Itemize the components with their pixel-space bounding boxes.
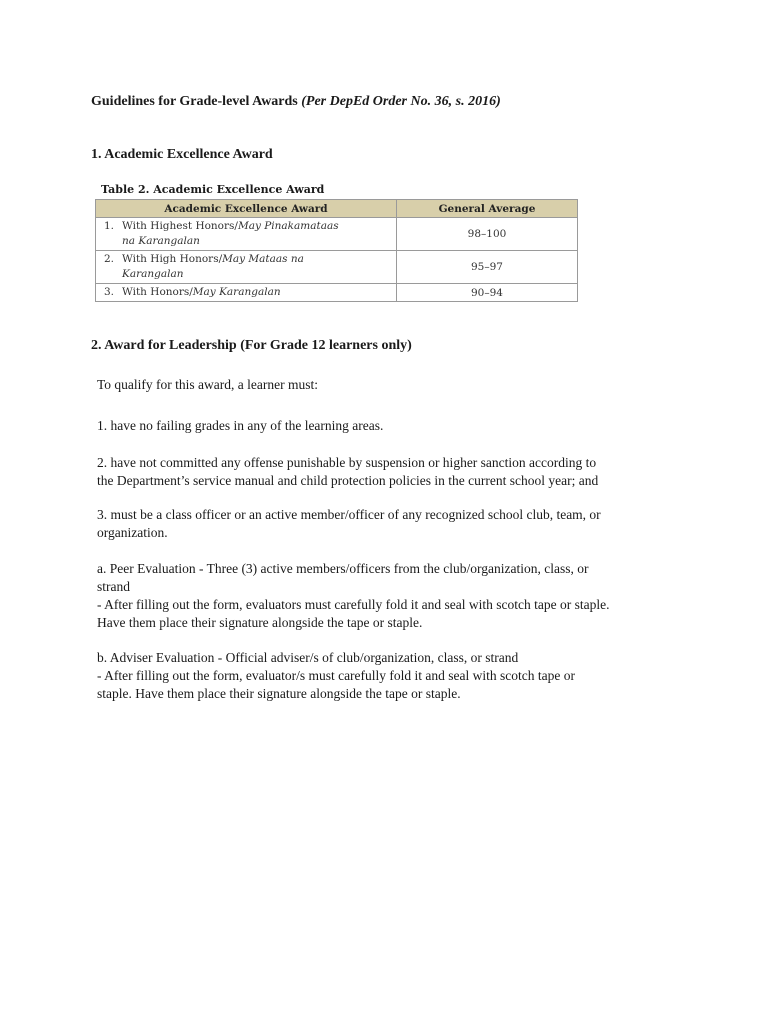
- award-name-filipino-cont: Karangalan: [122, 268, 184, 280]
- criterion-3-line-1: 3. must be a class officer or an active member/officer of any recognized school club, team, or: [97, 507, 601, 522]
- table-row: [96, 218, 578, 251]
- award-name-filipino: May Karangalan: [192, 286, 281, 298]
- awards-table: [95, 199, 578, 302]
- average-cell: 90–94: [397, 284, 578, 302]
- adviser-evaluation-paragraph: [97, 649, 687, 703]
- row-number: 3.: [104, 286, 115, 298]
- award-cell: [96, 218, 397, 251]
- adviser-evaluation-line-1: b. Adviser Evaluation - Official adviser/s of club/organization, class, or strand: [97, 650, 519, 665]
- section-heading-leadership: 2. Award for Leadership (For Grade 12 learners only): [91, 338, 412, 353]
- award-name-filipino-cont: na Karangalan: [122, 235, 200, 247]
- award-name-filipino: May Pinakamataas: [237, 220, 339, 232]
- peer-evaluation-line-4: Have them place their signature alongside the tape or staple.: [97, 615, 423, 630]
- section-heading-academic-excellence: 1. Academic Excellence Award: [91, 147, 273, 162]
- document-title: [91, 94, 501, 110]
- intro-paragraph: To qualify for this award, a learner must:: [97, 377, 318, 392]
- row-number: 1.: [104, 220, 115, 232]
- title-text: Guidelines for Grade-level Awards: [91, 94, 298, 109]
- award-name-filipino: May Mataas na: [222, 253, 304, 265]
- award-name: With Highest Honors/: [122, 220, 238, 232]
- table-row: [96, 251, 578, 284]
- criterion-3: [97, 506, 687, 542]
- title-reference: (Per DepEd Order No. 36, s. 2016): [301, 94, 501, 109]
- award-cell: [96, 251, 397, 284]
- average-cell: 95–97: [397, 251, 578, 284]
- average-cell: 98–100: [397, 218, 578, 251]
- peer-evaluation-line-3: - After filling out the form, evaluators must carefully fold it and seal with scotch tape or staple.: [97, 597, 610, 612]
- award-name: With High Honors/: [122, 253, 223, 265]
- table-header-row: [96, 200, 578, 218]
- table-caption: Table 2. Academic Excellence Award: [101, 183, 325, 196]
- criterion-2-line-1: 2. have not committed any offense punishable by suspension or higher sanction according to: [97, 455, 597, 470]
- table-header-award: Academic Excellence Award: [96, 200, 397, 218]
- criterion-2: [97, 454, 687, 490]
- criterion-1: 1. have no failing grades in any of the learning areas.: [97, 418, 384, 433]
- peer-evaluation-paragraph: [97, 560, 687, 632]
- table-header-average: General Average: [397, 200, 578, 218]
- table-row: [96, 284, 578, 302]
- award-name: With Honors/: [122, 286, 193, 298]
- criterion-3-line-2: organization.: [97, 525, 168, 540]
- adviser-evaluation-line-3: staple. Have them place their signature alongside the tape or staple.: [97, 686, 461, 701]
- award-cell: [96, 284, 397, 302]
- criterion-2-line-2: the Department’s service manual and child protection policies in the current school year; and: [97, 473, 599, 488]
- peer-evaluation-line-2: strand: [97, 579, 130, 594]
- row-number: 2.: [104, 253, 115, 265]
- peer-evaluation-line-1: a. Peer Evaluation - Three (3) active members/officers from the club/organization, class, or: [97, 561, 589, 576]
- adviser-evaluation-line-2: - After filling out the form, evaluator/s must carefully fold it and seal with scotch tape or: [97, 668, 575, 683]
